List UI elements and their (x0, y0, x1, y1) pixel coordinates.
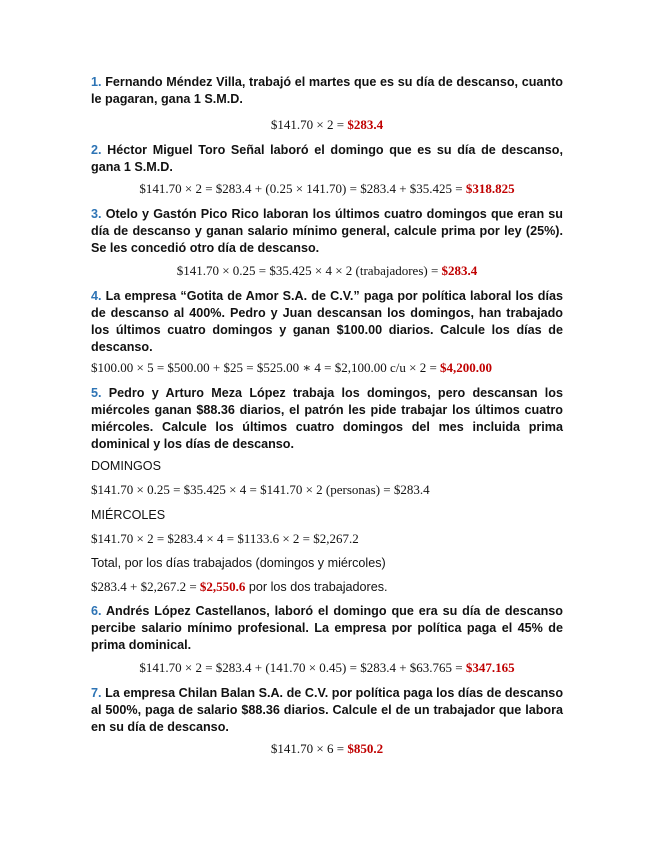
problem-6-equation (91, 659, 563, 677)
equation-result: $283.4 (347, 117, 384, 132)
problem-statement: Héctor Miguel Toro Señal laboró el domingo que es su día de descanso, gana 1 S.M.D. (91, 143, 564, 174)
equation-text: $141.70 × 2 = $283.4 + (0.25 × 141.70) = $283.4 + $35.425 = (139, 181, 466, 196)
problem-1-text (91, 74, 563, 108)
problem-statement: Fernando Méndez Villa, trabajó el martes que es su día de descanso, cuanto le pagaran, gana 1 S.M.D. (91, 75, 564, 106)
equation-text: $100.00 × 5 = $500.00 + $25 = $525.00 ∗ 4 = $2,100.00 c/u × 2 = (91, 360, 441, 375)
problem-6-text (91, 603, 563, 654)
equation-result: $4,200.00 (440, 360, 493, 375)
problem-number: 4. (91, 289, 102, 303)
problem-3-equation (91, 262, 563, 280)
problem-4-equation (91, 359, 563, 377)
domingos-equation: $141.70 × 0.25 = $35.425 × 4 = $141.70 × 2 (personas) = $283.4 (91, 482, 430, 497)
equation-text: $283.4 + $2,267.2 = (91, 579, 200, 594)
equation-text: $141.70 × 0.25 = $35.425 × 4 × 2 (trabajadores) = (176, 263, 442, 278)
problem-number: 3. (91, 207, 102, 221)
problem-2-text (91, 142, 563, 176)
problem-3-text (91, 206, 563, 257)
total-label: Total, por los días trabajados (domingos y miércoles) (91, 556, 386, 570)
problem-number: 1. (91, 75, 102, 89)
problem-1-equation (91, 116, 563, 134)
problem-7-text (91, 685, 563, 736)
equation-suffix: por los dos trabajadores. (245, 580, 388, 594)
equation-text: $141.70 × 2 = (270, 117, 348, 132)
equation-result: $850.2 (347, 741, 384, 756)
problem-4-text (91, 288, 563, 356)
equation-result: $318.825 (465, 181, 515, 196)
problem-number: 6. (91, 604, 102, 618)
problem-number: 5. (91, 386, 102, 400)
problem-number: 7. (91, 686, 102, 700)
equation-text: $141.70 × 2 = $283.4 + (141.70 × 0.45) = $283.4 + $63.765 = (139, 660, 466, 675)
equation-result: $283.4 (441, 263, 478, 278)
problem-statement: La empresa “Gotita de Amor S.A. de C.V.” paga por política laboral los días de descanso al 400%. Pedro y Juan descansan los domingos, han trabajado los últimos cuatro domingos y ganan $100.00 diarios. Calcule los días de descanso. (91, 289, 563, 354)
miercoles-equation: $141.70 × 2 = $283.4 × 4 = $1133.6 × 2 = $2,267.2 (91, 531, 359, 546)
miercoles-label: MIÉRCOLES (91, 508, 166, 522)
problem-statement: La empresa Chilan Balan S.A. de C.V. por política paga los días de descanso al 500%, paga de salario $88.36 diarios. Calcule el de un trabajador que labora en su día de descanso. (91, 686, 564, 734)
problem-statement: Andrés López Castellanos, laboró el domingo que era su día de descanso percibe salario mínimo profesional. La empresa por política paga el 45% de prima dominical. (91, 604, 563, 652)
problem-number: 2. (91, 143, 102, 157)
domingos-label: DOMINGOS (91, 459, 161, 473)
equation-result: $2,550.6 (199, 579, 246, 594)
problem-statement: Pedro y Arturo Meza López trabaja los domingos, pero descansan los miércoles ganan $88.36 diarios, el patrón les pide trabajar los últimos cuatro miércoles. Calcule los últimos cuatro domingos del mes incluida prima dominical y los días de descanso. (91, 386, 563, 451)
problem-7-equation (91, 740, 563, 758)
total-equation (91, 578, 563, 596)
problem-statement: Otelo y Gastón Pico Rico laboran los últimos cuatro domingos que eran su día de descanso y ganan salario mínimo general, calcule prima por ley (25%). Se les concedió otro día de descanso. (91, 207, 563, 255)
equation-result: $347.165 (465, 660, 515, 675)
problem-2-equation (91, 180, 563, 198)
problem-5-text (91, 385, 563, 453)
equation-text: $141.70 × 6 = (270, 741, 348, 756)
